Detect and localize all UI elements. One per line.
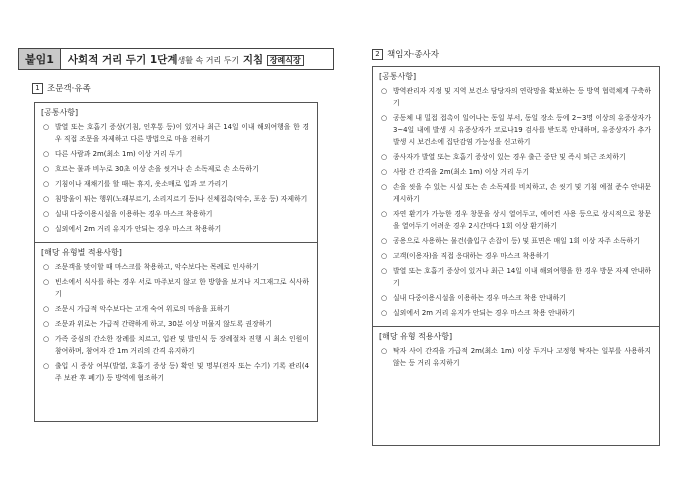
guideline-item: ○ 발열 또는 호흡기 증상이 있거나 최근 14일 이내 해외여행을 한 경우 방문 자제 안내하기 (381, 265, 651, 289)
guideline-item: ○ 공용으로 사용하는 물건(출입구 손잡이 등) 및 표면은 매일 1회 이상 자주 소독하기 (381, 235, 651, 247)
title-boxed-label: 장례식장 (267, 55, 304, 66)
attachment-tag: 붙임1 (19, 49, 61, 69)
guideline-item: ○ 실내 다중이용시설을 이용하는 경우 마스크 착용하기 (43, 208, 309, 220)
left-group (35, 242, 317, 391)
guideline-item: ○ 조문시 가급적 악수보다는 고개 숙여 위로의 마음을 표하기 (43, 303, 309, 315)
guideline-item: ○ 흐르는 물과 비누로 30초 이상 손을 씻거나 손 소독제로 손 소독하기 (43, 163, 309, 175)
guideline-item: ○ 실외에서 2m 거리 유지가 안되는 경우 마스크 착용하기 (43, 223, 309, 235)
right-group (373, 67, 659, 326)
guideline-item: ○ 빈소에서 식사를 하는 경우 서로 마주보지 않고 한 방향을 보거나 지그재그로 식사하기 (43, 276, 309, 300)
right-guideline-box (372, 66, 660, 446)
document-title-bar (18, 48, 334, 70)
group-heading: [공통사항] (41, 108, 79, 117)
guideline-list (35, 121, 317, 242)
guideline-item: ○ 조문과 위로는 가급적 간략하게 하고, 30분 이상 머물지 않도록 권장하기 (43, 318, 309, 330)
guideline-item: ○ 조문객을 맞이할 때 마스크를 착용하고, 악수보다는 목례로 인사하기 (43, 261, 309, 273)
right-section-title: 책임자·종사자 (387, 50, 439, 60)
title-main: 사회적 거리 두기 1단계 (67, 53, 178, 66)
left-group (35, 103, 317, 242)
guideline-item: ○ 자연 환기가 가능한 경우 창문을 상시 열어두고, 에어컨 사용 등으로 상시적으로 창문을 열어두기 어려운 경우 2시간마다 1회 이상 환기하기 (381, 208, 651, 232)
guideline-item: ○ 손을 씻을 수 있는 시설 또는 손 소독제를 비치하고, 손 씻기 및 기침 예절 준수 안내문 게시하기 (381, 181, 651, 205)
group-heading: [공통사항] (379, 72, 417, 81)
guideline-item: ○ 다른 사람과 2m(최소 1m) 이상 거리 두기 (43, 148, 309, 160)
group-heading: [해당 유형별 적용사항] (41, 248, 122, 257)
right-section-heading (372, 48, 439, 60)
guideline-list (373, 85, 659, 326)
guideline-item: ○ 고객(이용자)을 직접 응대하는 경우 마스크 착용하기 (381, 250, 651, 262)
guideline-item: ○ 출입 시 증상 여부(발열, 호흡기 증상 등) 확인 및 명부(전자 또는 수기) 기록 관리(4주 보관 후 폐기) 등 방역에 협조하기 (43, 360, 309, 384)
title-suffix: 지침 (239, 53, 264, 66)
guideline-list (35, 261, 317, 391)
guideline-item: ○ 종사자가 발열 또는 호흡기 증상이 있는 경우 출근 중단 및 즉시 퇴근 조치하기 (381, 151, 651, 163)
guideline-item: ○ 침방울이 튀는 행위(노래부르기, 소리지르기 등)나 신체접촉(악수, 포옹 등) 자제하기 (43, 193, 309, 205)
title-sub: 생활 속 거리 두기 (177, 55, 240, 65)
left-section-number: 1 (32, 83, 43, 94)
document-title (61, 52, 304, 67)
guideline-item: ○ 공동체 내 밀접 접촉이 일어나는 동일 부서, 동일 장소 등에 2~3명 이상의 유증상자가 3~4일 내에 발생 시 유증상자가 코로나19 검사를 받도록 안내하며, 유증상자가 추가 발생 시 보건소에 집단감염 가능성을 신고하기 (381, 112, 651, 148)
right-section-number: 2 (372, 49, 383, 60)
guideline-item: ○ 실내 다중이용시설을 이용하는 경우 마스크 착용 안내하기 (381, 292, 651, 304)
left-section-title: 조문객·유족 (47, 84, 91, 94)
left-guideline-box (34, 102, 318, 422)
guideline-item: ○ 발열 또는 호흡기 증상(기침, 인후통 등)이 있거나 최근 14일 이내 해외여행을 한 경우 직접 조문을 자제하고 다른 방법으로 마음 전하기 (43, 121, 309, 145)
right-group (373, 326, 659, 376)
guideline-item: ○ 사람 간 간격을 2m(최소 1m) 이상 거리 두기 (381, 166, 651, 178)
guideline-item: ○ 기침이나 재채기를 할 때는 휴지, 옷소매로 입과 코 가리기 (43, 178, 309, 190)
guideline-item: ○ 탁자 사이 간격을 가급적 2m(최소 1m) 이상 두거나 고정형 탁자는 일부를 사용하지 않는 등 거리 유지하기 (381, 345, 651, 369)
guideline-item: ○ 가족 중심의 간소한 장례를 치르고, 입관 및 발인식 등 장례절차 진행 시 최소 인원이 참여하며, 참여자 간 1m 거리의 간격 유지하기 (43, 333, 309, 357)
guideline-item: ○ 방역관리자 지정 및 지역 보건소 담당자의 연락망을 확보하는 등 방역 협력체계 구축하기 (381, 85, 651, 109)
guideline-list (373, 345, 659, 376)
left-section-heading (32, 82, 91, 94)
guideline-item: ○ 실외에서 2m 거리 유지가 안되는 경우 마스크 착용 안내하기 (381, 307, 651, 319)
group-heading: [해당 유형 적용사항] (379, 332, 453, 341)
